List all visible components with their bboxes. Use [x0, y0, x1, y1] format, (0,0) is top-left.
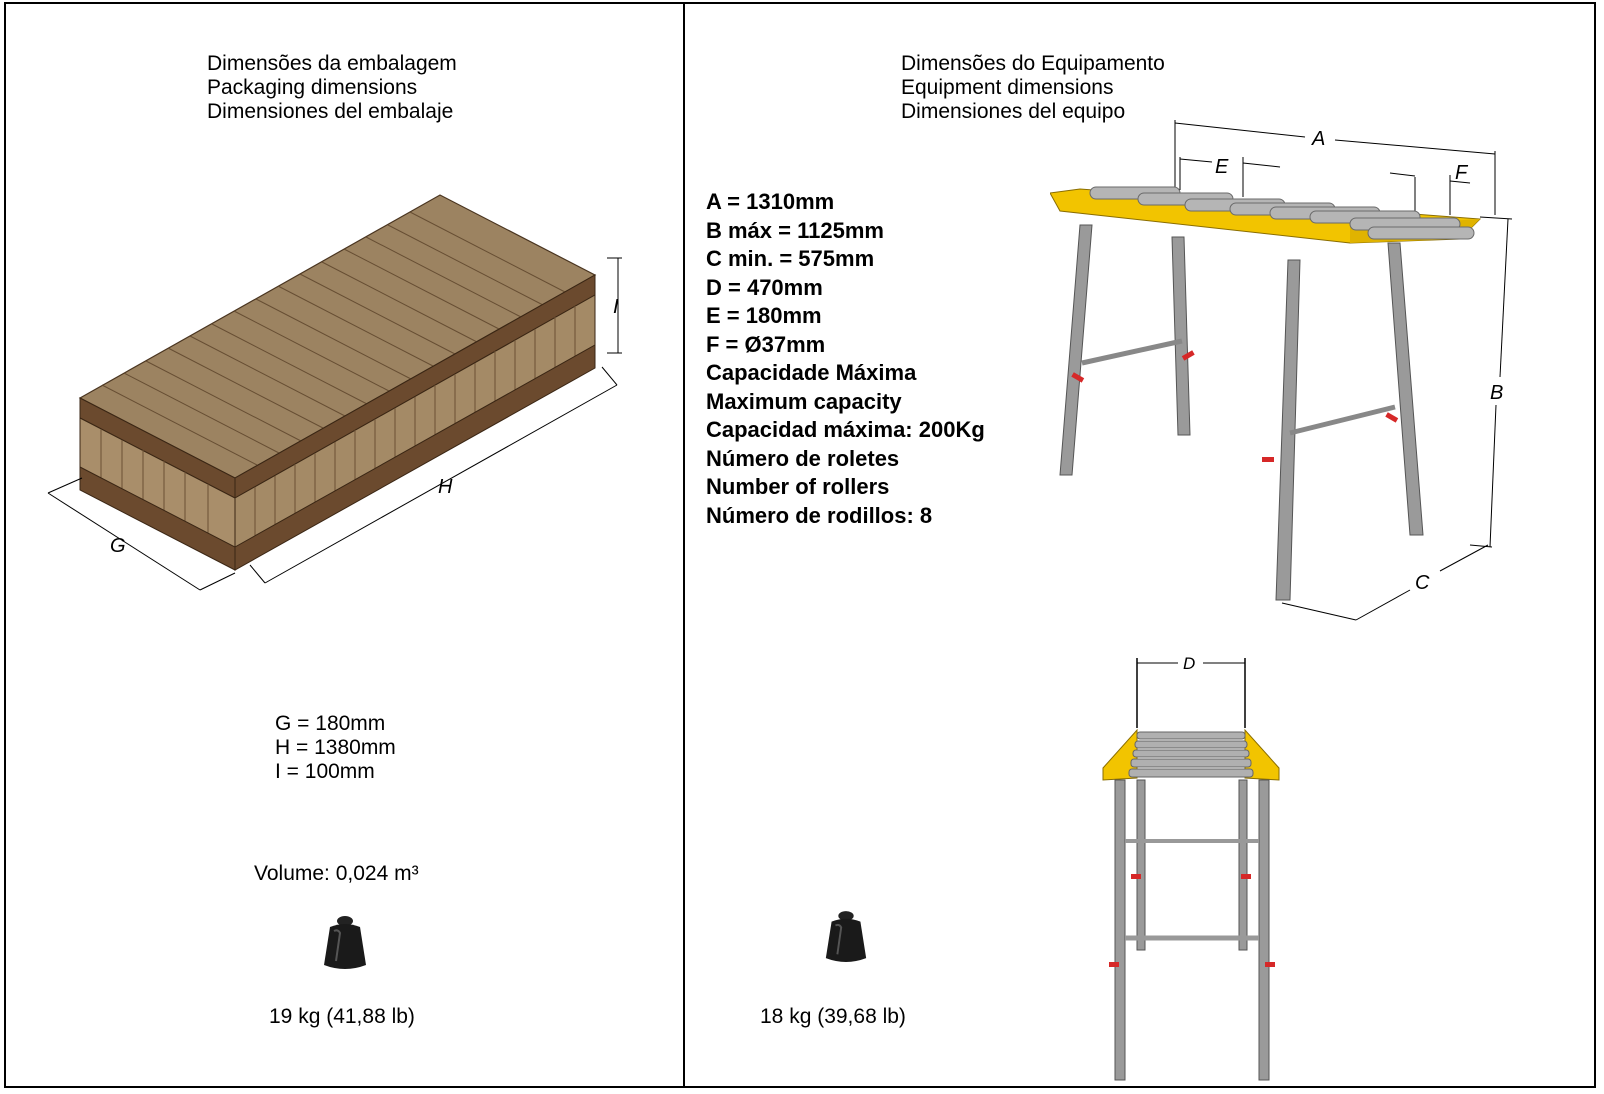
spec-d: D = 470mm [706, 274, 823, 300]
equipment-title-pt: Dimensões do Equipamento [901, 52, 1165, 75]
spec-c: C min. = 575mm [706, 246, 875, 271]
packaging-box-drawing [40, 185, 640, 615]
equipment-title-en: Equipment dimensions [901, 76, 1114, 99]
packaging-dim-h: H = 1380mm [275, 736, 396, 759]
packaging-weight: 19 kg (41,88 lb) [269, 1005, 415, 1028]
label-h: H [438, 476, 453, 498]
label-b: B [1490, 382, 1504, 404]
roller-table-drawing [1050, 115, 1570, 645]
label-a: A [1312, 128, 1326, 150]
label-f: F [1455, 162, 1468, 184]
equipment-spec-list [706, 188, 985, 530]
packaging-title-es: Dimensiones del embalaje [207, 100, 454, 123]
weight-icon [320, 915, 370, 973]
spec-a: A = 1310mm [706, 189, 835, 214]
label-g: G [110, 535, 126, 557]
equipment-weight: 18 kg (39,68 lb) [760, 1005, 906, 1028]
spec-capacity-pt: Capacidade Máxima [706, 360, 917, 385]
spec-rollers-pt: Número de roletes [706, 445, 900, 471]
packaging-title-en: Packaging dimensions [207, 76, 418, 99]
spec-capacity-es: Capacidad máxima: 200Kg [706, 417, 985, 442]
label-e: E [1215, 156, 1229, 178]
label-i: I [613, 296, 619, 318]
packaging-volume: Volume: 0,024 m³ [254, 862, 419, 885]
spec-e: E = 180mm [706, 303, 822, 328]
spec-b: B máx = 1125mm [706, 217, 884, 243]
spec-f: F = Ø37mm [706, 331, 826, 357]
packaging-title-pt: Dimensões da embalagem [207, 52, 457, 75]
weight-icon [822, 910, 870, 966]
panel-divider [683, 2, 685, 1088]
equipment-title-es: Dimensiones del equipo [901, 100, 1126, 123]
spec-rollers-es: Número de rodillos: 8 [706, 502, 933, 528]
packaging-dim-i: I = 100mm [275, 760, 375, 783]
packaging-dim-g: G = 180mm [275, 712, 386, 735]
label-d: D [1183, 654, 1196, 673]
roller-table-front-drawing [1095, 648, 1295, 1088]
spec-rollers-en: Number of rollers [706, 474, 890, 499]
label-c: C [1415, 572, 1430, 594]
spec-capacity-en: Maximum capacity [706, 388, 902, 414]
